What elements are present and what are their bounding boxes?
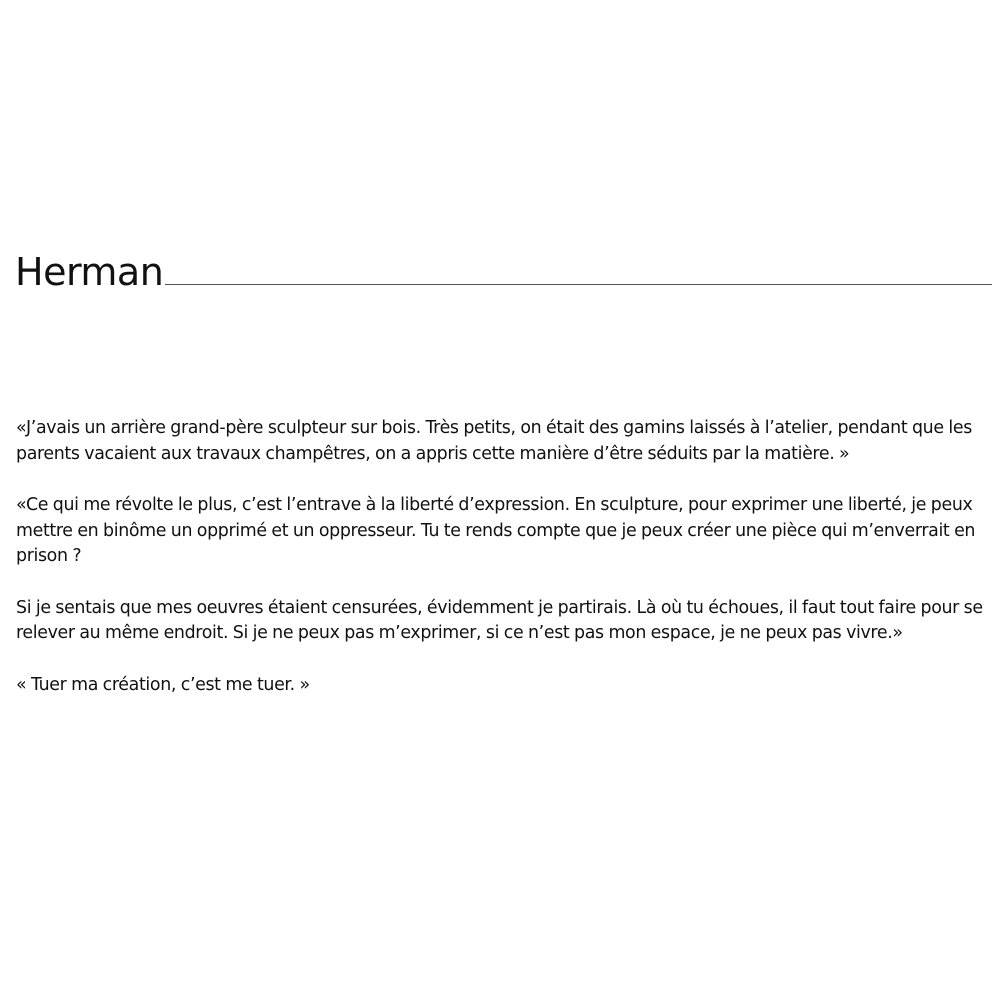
title-underline-rule xyxy=(165,284,992,285)
page-header xyxy=(15,247,992,295)
quote-paragraph-1: «J’avais un arrière grand-père sculpteur sur bois. Très petits, on était des gamins laissés à l’atelier, pendant que les parents vacaient aux travaux champêtres, on a appris cette manière d’être séduits par la matière. » xyxy=(16,418,972,464)
quote-body xyxy=(16,416,988,724)
quote-paragraph-3: Si je sentais que mes oeuvres étaient censurées, évidemment je partirais. Là où tu échoues, il faut tout faire pour se relever au même endroit. Si je ne peux pas m’exprimer, si ce n’est pas mon espace, je ne peux pas vivre.» xyxy=(16,597,983,643)
page-title: Herman xyxy=(15,250,164,294)
quote-paragraph-2: «Ce qui me révolte le plus, c’est l’entrave à la liberté d’expression. En sculpture, pour exprimer une liberté, je peux mettre en binôme un opprimé et un oppresseur. Tu te rends compte que je peux créer une pièce qui m’enverrait en prison ? xyxy=(16,495,976,566)
quote-paragraph-4: « Tuer ma création, c’est me tuer. » xyxy=(16,674,310,695)
